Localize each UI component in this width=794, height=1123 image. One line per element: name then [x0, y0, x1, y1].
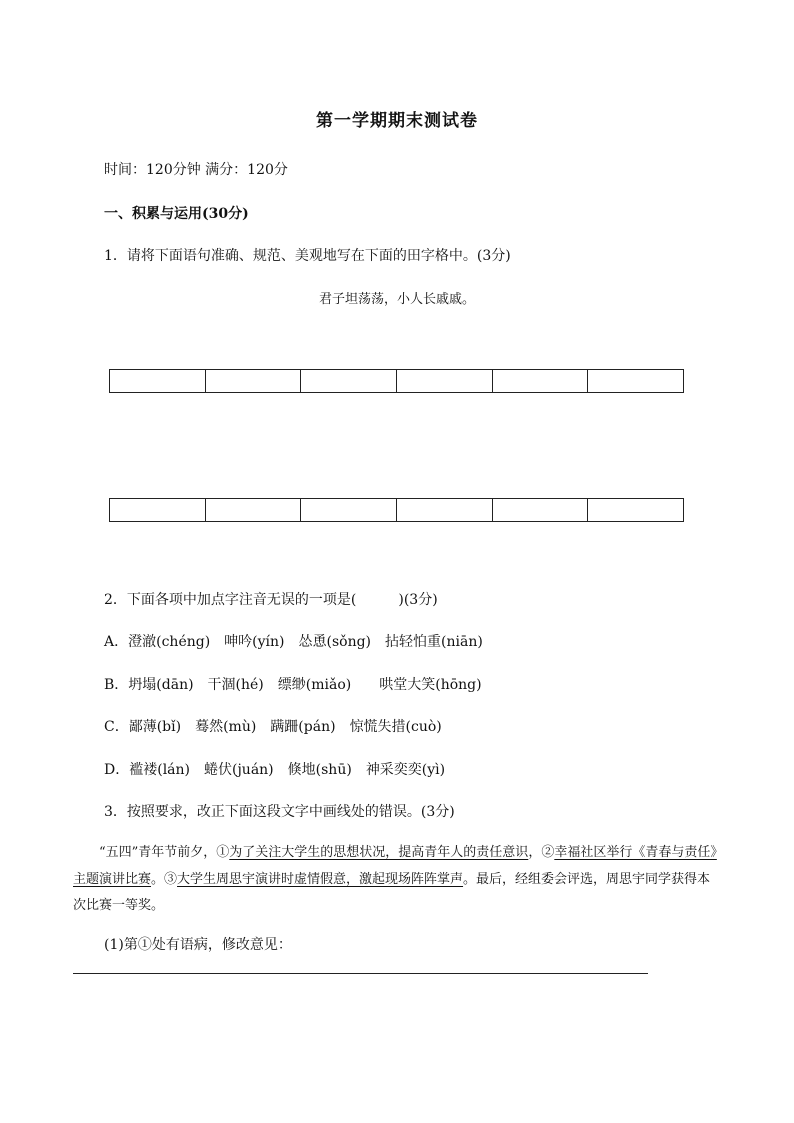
option-item: 呻吟(yín) — [224, 634, 285, 650]
grid-cell[interactable] — [493, 370, 589, 392]
grid-cell[interactable] — [397, 370, 493, 392]
option-item: 褴褛(lán) — [129, 762, 190, 778]
option-a[interactable] — [104, 631, 497, 651]
sub-question-1: (1)第①处有语病，修改意见： — [104, 937, 292, 953]
option-item: 怂恿(sǒng) — [298, 634, 372, 650]
option-item: 蜷伏(juán) — [204, 762, 274, 778]
passage-paragraph — [73, 840, 723, 920]
option-item: 鄙薄(bǐ) — [128, 719, 182, 735]
question-3-prompt: 3．按照要求，改正下面这段文字中画线处的错误。(3分) — [104, 804, 455, 820]
passage-text: “五四”青年节前夕，① — [99, 845, 230, 860]
option-item: 神采奕奕(yì) — [365, 762, 446, 778]
underlined-error-1: 为了关注大学生的思想状况，提高青年人的责任意识 — [229, 845, 529, 860]
grid-cell[interactable] — [588, 370, 683, 392]
grid-cell[interactable] — [206, 370, 302, 392]
grid-cell[interactable] — [301, 499, 397, 521]
option-letter: A． — [104, 634, 129, 650]
option-c[interactable] — [104, 716, 456, 736]
exam-meta: 时间：120分钟 满分：120分 — [104, 162, 288, 178]
passage-text: ，② — [528, 845, 555, 860]
writing-grid-row-1[interactable] — [109, 369, 684, 393]
question-2-prompt: 2．下面各项中加点字注音无误的一项是( )(3分) — [104, 592, 438, 608]
grid-cell[interactable] — [110, 499, 206, 521]
option-item: 干涸(hé) — [207, 677, 264, 693]
underlined-error-2: 幸福社区举行《青春与责任》主题演讲比赛 — [73, 845, 717, 887]
option-item: 坍塌(dān) — [128, 677, 194, 693]
answer-line[interactable] — [73, 973, 648, 974]
writing-grid-row-2[interactable] — [109, 498, 684, 522]
page-title: 第一学期期末测试卷 — [316, 111, 478, 131]
section-heading: 一、积累与运用(30分) — [104, 206, 249, 222]
option-b[interactable] — [104, 674, 496, 694]
option-item: 蓦然(mù) — [195, 719, 257, 735]
copy-sentence: 君子坦荡荡，小人长戚戚。 — [318, 292, 475, 307]
grid-cell[interactable] — [110, 370, 206, 392]
passage-text: 。③ — [151, 871, 178, 887]
grid-cell[interactable] — [206, 499, 302, 521]
option-item: 拈轻怕重(niān) — [385, 634, 483, 650]
option-letter: D． — [104, 762, 130, 778]
grid-cell[interactable] — [397, 499, 493, 521]
question-1-prompt: 1．请将下面语句准确、规范、美观地写在下面的田字格中。(3分) — [104, 248, 511, 264]
underlined-error-3: 大学生周思宇演讲时虚情假意，激起现场阵阵掌声 — [177, 871, 464, 887]
option-d[interactable] — [104, 759, 459, 779]
option-letter: B． — [104, 677, 129, 693]
option-item: 缥缈(miǎo) — [277, 677, 352, 693]
grid-cell[interactable] — [301, 370, 397, 392]
grid-cell[interactable] — [493, 499, 589, 521]
option-item: 蹒跚(pán) — [270, 719, 336, 735]
option-item: 惊慌失措(cuò) — [349, 719, 442, 735]
passage-text: 。最后，经组委会评选，周思宇同学获得本次比赛一等奖。 — [73, 871, 711, 913]
option-item: 倏地(shū) — [287, 762, 352, 778]
option-item: 哄堂大笑(hōng) — [365, 677, 482, 693]
grid-cell[interactable] — [588, 499, 683, 521]
option-item: 澄澈(chéng) — [128, 634, 211, 650]
option-letter: C． — [104, 719, 129, 735]
